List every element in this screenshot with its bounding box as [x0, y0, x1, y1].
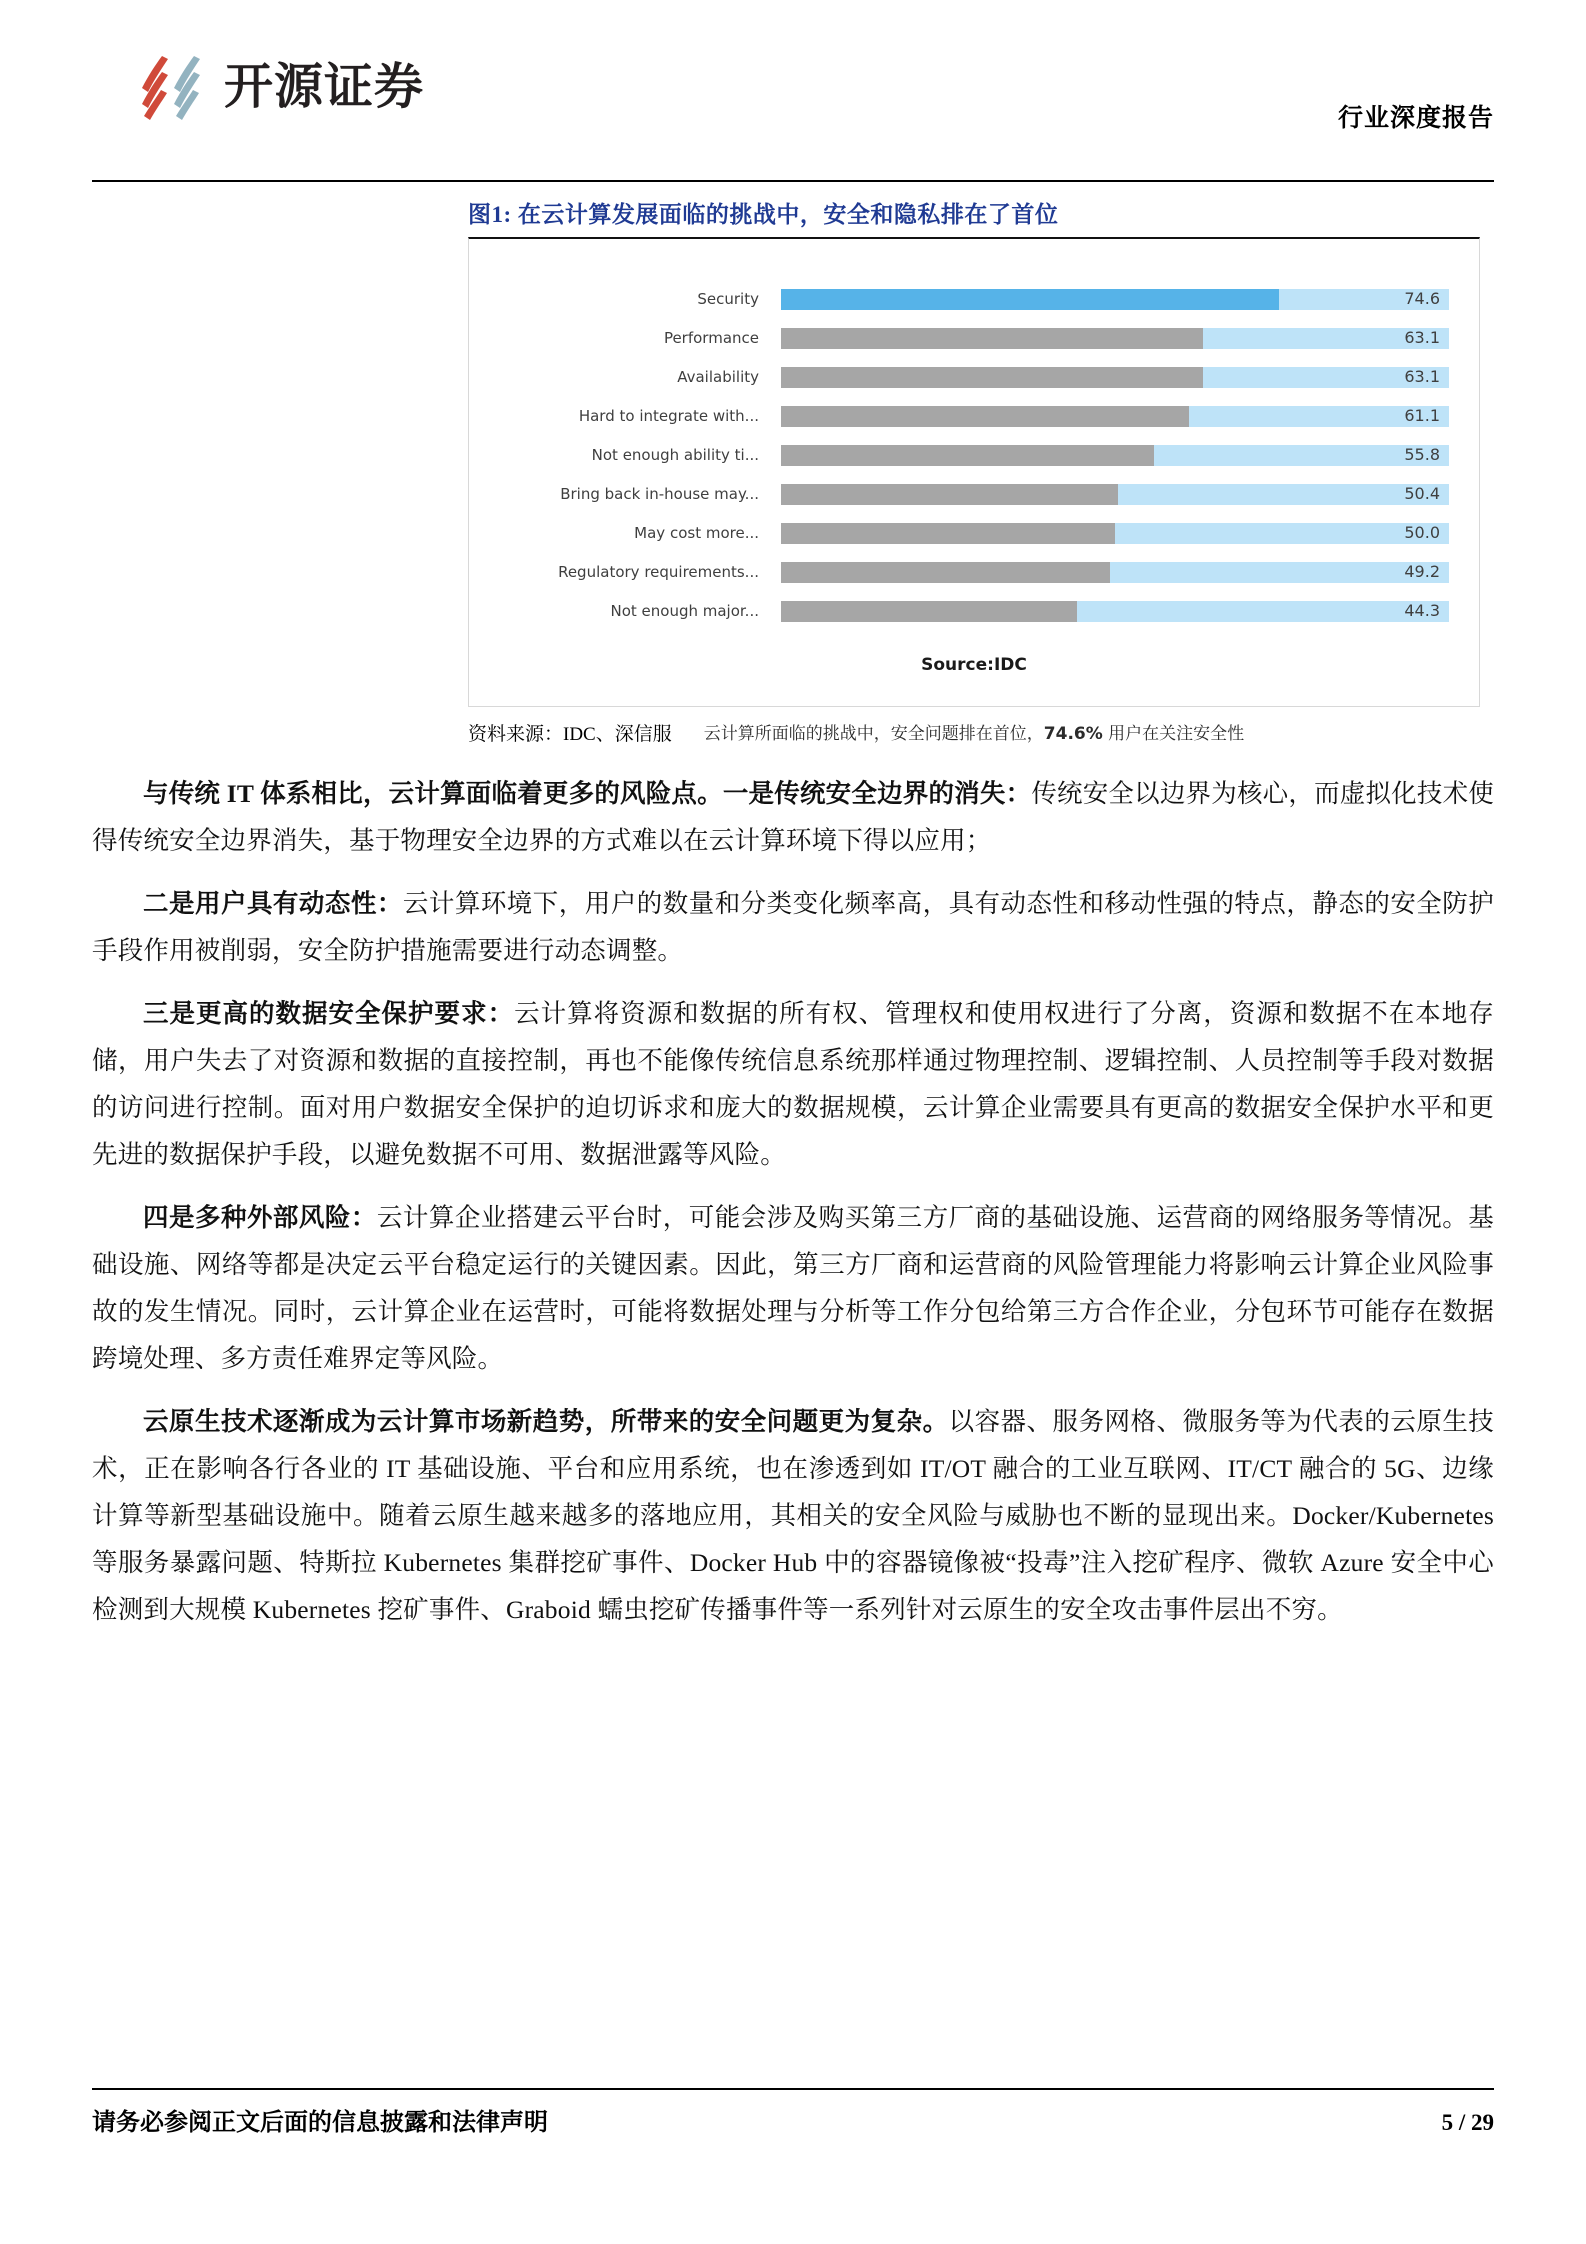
bar-category-label: Performance: [663, 330, 759, 346]
figure-1: [468, 196, 1480, 746]
bar-track: [781, 523, 1449, 544]
body-paragraph: [92, 1398, 1494, 1633]
paragraph-lead: 云原生技术逐渐成为云计算市场新趋势，所带来的安全问题更为复杂。: [143, 1407, 949, 1436]
chart-caption: [499, 719, 1449, 744]
bar-row: [499, 554, 1449, 590]
bar-chart: [499, 281, 1449, 629]
bar-value-label: 74.6: [1404, 289, 1440, 308]
bar-fill: [781, 445, 1154, 466]
bar-category-label: Not enough ability ti...: [591, 447, 759, 463]
bar-track: [781, 289, 1449, 310]
paragraph-lead: 与传统 IT 体系相比，云计算面临着更多的风险点。一是传统安全边界的消失：: [143, 779, 1032, 808]
footer-page-number: 5 / 29: [1441, 2110, 1494, 2135]
chart-caption-post: 用户在关注安全性: [1102, 724, 1245, 744]
bar-row: [499, 398, 1449, 434]
bar-value-label: 55.8: [1404, 445, 1440, 464]
figure-title: [468, 196, 1480, 237]
bar-value-label: 50.0: [1404, 523, 1440, 542]
bar-category-label: May cost more...: [634, 525, 759, 541]
bar-row: [499, 320, 1449, 356]
bar-track: [781, 601, 1449, 622]
body-content: [92, 770, 1494, 1649]
bar-row: [499, 476, 1449, 512]
bar-fill: [781, 406, 1189, 427]
bar-row: [499, 281, 1449, 317]
bar-value-label: 61.1: [1404, 406, 1440, 425]
bar-fill: [781, 562, 1110, 583]
paragraph-lead: 四是多种外部风险：: [143, 1203, 377, 1232]
chart-caption-highlight: 74.6%: [1043, 724, 1103, 744]
bar-category-label: Hard to integrate with...: [578, 408, 759, 424]
chart-caption-pre: 云计算所面临的挑战中，安全问题排在首位，: [703, 724, 1044, 744]
bar-fill: [781, 328, 1203, 349]
bar-fill: [781, 601, 1077, 622]
bar-row: [499, 593, 1449, 629]
bar-track: [781, 367, 1449, 388]
bar-track: [781, 406, 1449, 427]
bar-row: [499, 359, 1449, 395]
brand-name: 开源证券: [224, 57, 425, 115]
footer-disclaimer: 请务必参阅正文后面的信息披露和法律声明: [92, 2110, 548, 2136]
body-paragraph: [92, 1194, 1494, 1382]
report-type-label: 行业深度报告: [1337, 105, 1494, 132]
paragraph-body: 云计算企业搭建云平台时，可能会涉及购买第三方厂商的基础设施、运营商的网络服务等情况。基础设施、网络等都是决定云平台稳定运行的关键因素。因此，第三方厂商和运营商的风险管理能力将影响云计算企业风险事故的发生情况。同时，云计算企业在运营时，可能将数据处理与分析等工作分包给第三方合作企业，分包环节可能存在数据跨境处理、多方责任难界定等风险。: [92, 1203, 1494, 1373]
header-divider: [92, 180, 1494, 182]
bar-category-label: Not enough major...: [610, 603, 759, 619]
bar-value-label: 44.3: [1404, 601, 1440, 620]
bar-track: [781, 328, 1449, 349]
brand-logo: [132, 50, 424, 126]
figure-title-text: 在云计算发展面临的挑战中，安全和隐私排在了首位: [517, 202, 1059, 227]
bar-fill: [781, 289, 1279, 310]
bar-track: [781, 562, 1449, 583]
paragraph-lead: 二是用户具有动态性：: [143, 889, 403, 918]
bar-value-label: 49.2: [1404, 562, 1440, 581]
bar-fill: [781, 523, 1115, 544]
body-paragraph: [92, 770, 1494, 864]
paragraph-body: 云计算环境下，用户的数量和分类变化频率高，具有动态性和移动性强的特点，静态的安全防护手段作用被削弱，安全防护措施需要进行动态调整。: [92, 889, 1494, 965]
bar-category-label: Security: [697, 291, 759, 307]
chart-source-label: Source:IDC: [921, 655, 1027, 675]
paragraph-body: 传统安全以边界为核心，而虚拟化技术使得传统安全边界消失，基于物理安全边界的方式难以在云计算环境下得以应用；: [92, 779, 1495, 855]
bar-value-label: 63.1: [1404, 328, 1440, 347]
bar-row: [499, 515, 1449, 551]
paragraph-body: 以容器、服务网格、微服务等为代表的云原生技术，正在影响各行各业的 IT 基础设施、平台和应用系统，也在渗透到如 IT/OT 融合的工业互联网、IT/CT 融合的 5G、边缘计算等新型基础设施中。随着云原生越来越多的落地应用，其相关的安全风险与威胁也不断的显现出来。Docker/Kubernetes 等服务暴露问题、特斯拉 Kubernetes 集群挖矿事件、Docker Hub 中的容器镜像被“投毒”注入挖矿程序、微软 Azure 安全中心检测到大规模 Kubernetes 挖矿事件、Graboid 蠕虫挖矿传播事件等一系列针对云原生的安全攻击事件层出不穷。: [92, 1407, 1495, 1624]
figure-number: 图1:: [468, 202, 512, 227]
figure-source: 资料来源：IDC、深信服: [468, 724, 672, 745]
bar-value-label: 63.1: [1404, 367, 1440, 386]
paragraph-lead: 三是更高的数据安全保护要求：: [143, 999, 515, 1028]
footer-divider: [92, 2088, 1494, 2090]
bar-category-label: Bring back in-house may...: [560, 486, 759, 502]
bar-track: [781, 445, 1449, 466]
body-paragraph: [92, 990, 1494, 1178]
bar-fill: [781, 367, 1203, 388]
body-paragraph: [92, 880, 1494, 974]
page-header: [92, 34, 1494, 152]
bar-row: [499, 437, 1449, 473]
bar-fill: [781, 484, 1118, 505]
kaiyuan-logo-icon: [132, 50, 208, 126]
bar-category-label: Regulatory requirements...: [558, 564, 759, 580]
bar-track: [781, 484, 1449, 505]
bar-category-label: Availability: [677, 369, 759, 385]
page-footer: [92, 2102, 1494, 2137]
bar-value-label: 50.4: [1404, 484, 1440, 503]
paragraph-body: 云计算将资源和数据的所有权、管理权和使用权进行了分离，资源和数据不在本地存储，用户失去了对资源和数据的直接控制，再也不能像传统信息系统那样通过物理控制、逻辑控制、人员控制等手段对数据的访问进行控制。面对用户数据安全保护的迫切诉求和庞大的数据规模，云计算企业需要具有更高的数据安全保护水平和更先进的数据保护手段，以避免数据不可用、数据泄露等风险。: [92, 999, 1494, 1169]
